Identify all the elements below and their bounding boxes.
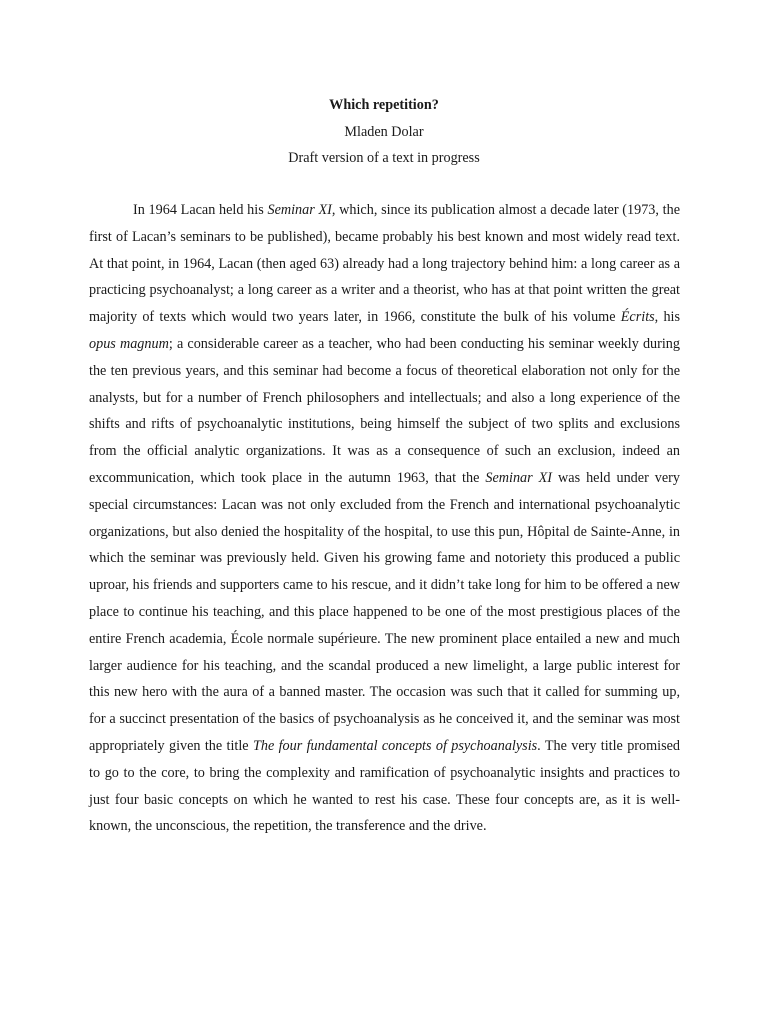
- paragraph-segment: , which, since its publication almost a decade later (1973, the first of Lacan’s seminars to be published), became probably his best known and most widely read text. At that point, in 1964, Lacan (then aged 63) already had a long trajectory behind him: a long career as a practicing psychoanalyst; a long career as a writer and a theorist, who has at that point written the great majority of texts which would two years later, in 1966, constitute the bulk of his volume: [89, 202, 680, 326]
- paragraph-segment: , his: [654, 309, 681, 326]
- body-paragraph: [89, 197, 680, 840]
- document-author: Mladen Dolar: [344, 123, 424, 140]
- italic-title-four-concepts: The four fundamental concepts of psychoanalysis: [252, 737, 538, 754]
- document-header: [0, 92, 768, 172]
- italic-title-seminar-xi: Seminar XI: [485, 469, 553, 486]
- document-title: Which repetition?: [329, 97, 439, 113]
- paragraph-segment: ; a considerable career as a teacher, who had been conducting his seminar weekly during the ten previous years, and this seminar had become a focus of theoretical elaboration not only for the analysts, but for a number of French philosophers and intellectuals; and also a long experience of the shifts and rifts of psychoanalytic institutions, being himself the subject of two splits and exclusions from the official analytic organizations. It was as a consequence of such an exclusion, indeed an excommunication, which took place in the autumn 1963, that the: [89, 335, 680, 486]
- paragraph-segment: In 1964 Lacan held his: [133, 202, 268, 218]
- italic-phrase-opus-magnum: opus magnum: [89, 335, 169, 352]
- document-subtitle: Draft version of a text in progress: [288, 150, 480, 167]
- italic-title-ecrits: Écrits: [620, 309, 655, 326]
- paragraph-segment: . The very title promised to go to the core, to bring the complexity and ramification of psychoanalytic insights and practices to just four basic concepts on which he wanted to rest his case. These four concepts are, as it is well-known, the unconscious, the repetition, the transference and the drive.: [89, 737, 680, 835]
- italic-title-seminar-xi: Seminar XI: [267, 202, 332, 218]
- paragraph-segment: was held under very special circumstances: Lacan was not only excluded from the French and international psychoanalytic organizations, but also denied the hospitality of the hospital, to use this pun, Hôpital de Sainte-Anne, in which the seminar was previously held. Given his growing fame and notoriety this produced a public uproar, his friends and supporters came to his rescue, and it didn’t take long for him to be offered a new place to continue his teaching, and this place happened to be one of the most prestigious places of the entire French academia, École normale supérieure. The new prominent place entailed a new and much larger audience for his teaching, and the scandal produced a new limelight, a large public interest for this new hero with the aura of a banned master. The occasion was such that it called for summing up, for a succinct presentation of the basics of psychoanalysis as he conceived it, and the seminar was most appropriately given the title: [89, 469, 680, 754]
